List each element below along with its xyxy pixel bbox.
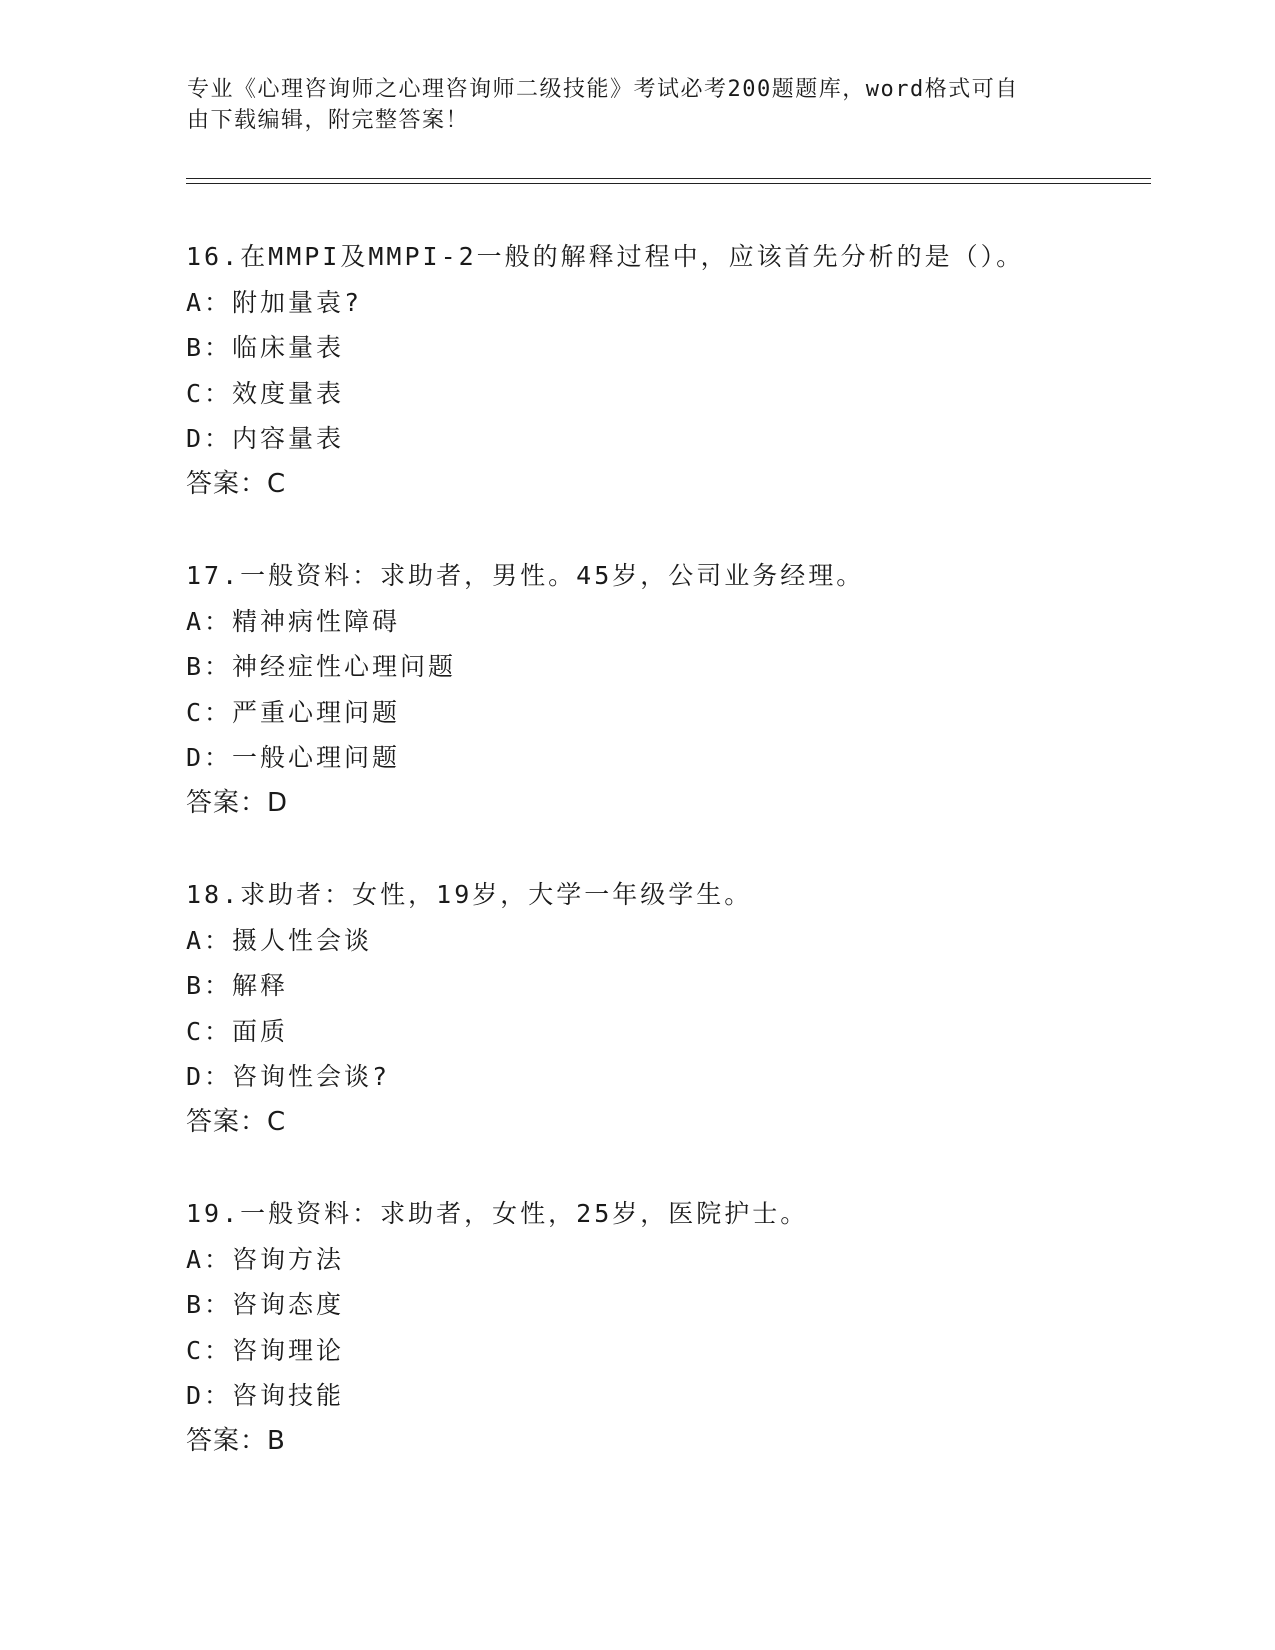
option-d: D：咨询性会谈? <box>186 1062 391 1092</box>
document-header <box>187 74 1087 136</box>
option-b: B：临床量表 <box>186 333 345 363</box>
answer-line: 答案：C <box>186 1106 287 1137</box>
header-divider-bottom <box>186 183 1151 184</box>
answer-line: 答案：D <box>186 787 289 818</box>
header-line-1: 专业《心理咨询师之心理咨询师二级技能》考试必考200题题库，word格式可自 <box>187 77 1019 102</box>
option-d: D：咨询技能 <box>186 1381 345 1411</box>
header-line-2: 由下载编辑，附完整答案！ <box>187 108 470 133</box>
question-17 <box>186 553 1146 827</box>
question-stem: 19.一般资料：求助者，女性，25岁，医院护士。 <box>186 1199 809 1228</box>
header-divider-top <box>186 178 1151 179</box>
question-16 <box>186 234 1146 508</box>
option-c: C：咨询理论 <box>186 1335 345 1365</box>
option-c: C：效度量表 <box>186 378 345 408</box>
option-b: B：咨询态度 <box>186 1290 345 1320</box>
question-18 <box>186 872 1146 1146</box>
option-a: A：精神病性障碍 <box>186 606 401 636</box>
option-c: C：严重心理问题 <box>186 697 401 727</box>
question-19 <box>186 1191 1146 1465</box>
answer-line: 答案：C <box>186 468 287 499</box>
option-a: A：咨询方法 <box>186 1244 345 1274</box>
option-a: A：附加量袁? <box>186 287 363 317</box>
option-d: D：内容量表 <box>186 424 345 454</box>
option-d: D：一般心理问题 <box>186 743 401 773</box>
question-stem: 16.在MMPI及MMPI-2一般的解释过程中，应该首先分析的是（）。 <box>186 242 1025 271</box>
option-b: B：解释 <box>186 971 289 1001</box>
question-stem: 17.一般资料：求助者，男性。45岁，公司业务经理。 <box>186 561 865 590</box>
question-stem: 18.求助者：女性，19岁，大学一年级学生。 <box>186 880 753 909</box>
option-b: B：神经症性心理问题 <box>186 652 457 682</box>
option-c: C：面质 <box>186 1016 289 1046</box>
option-a: A：摄人性会谈 <box>186 925 373 955</box>
answer-line: 答案：B <box>186 1425 286 1456</box>
